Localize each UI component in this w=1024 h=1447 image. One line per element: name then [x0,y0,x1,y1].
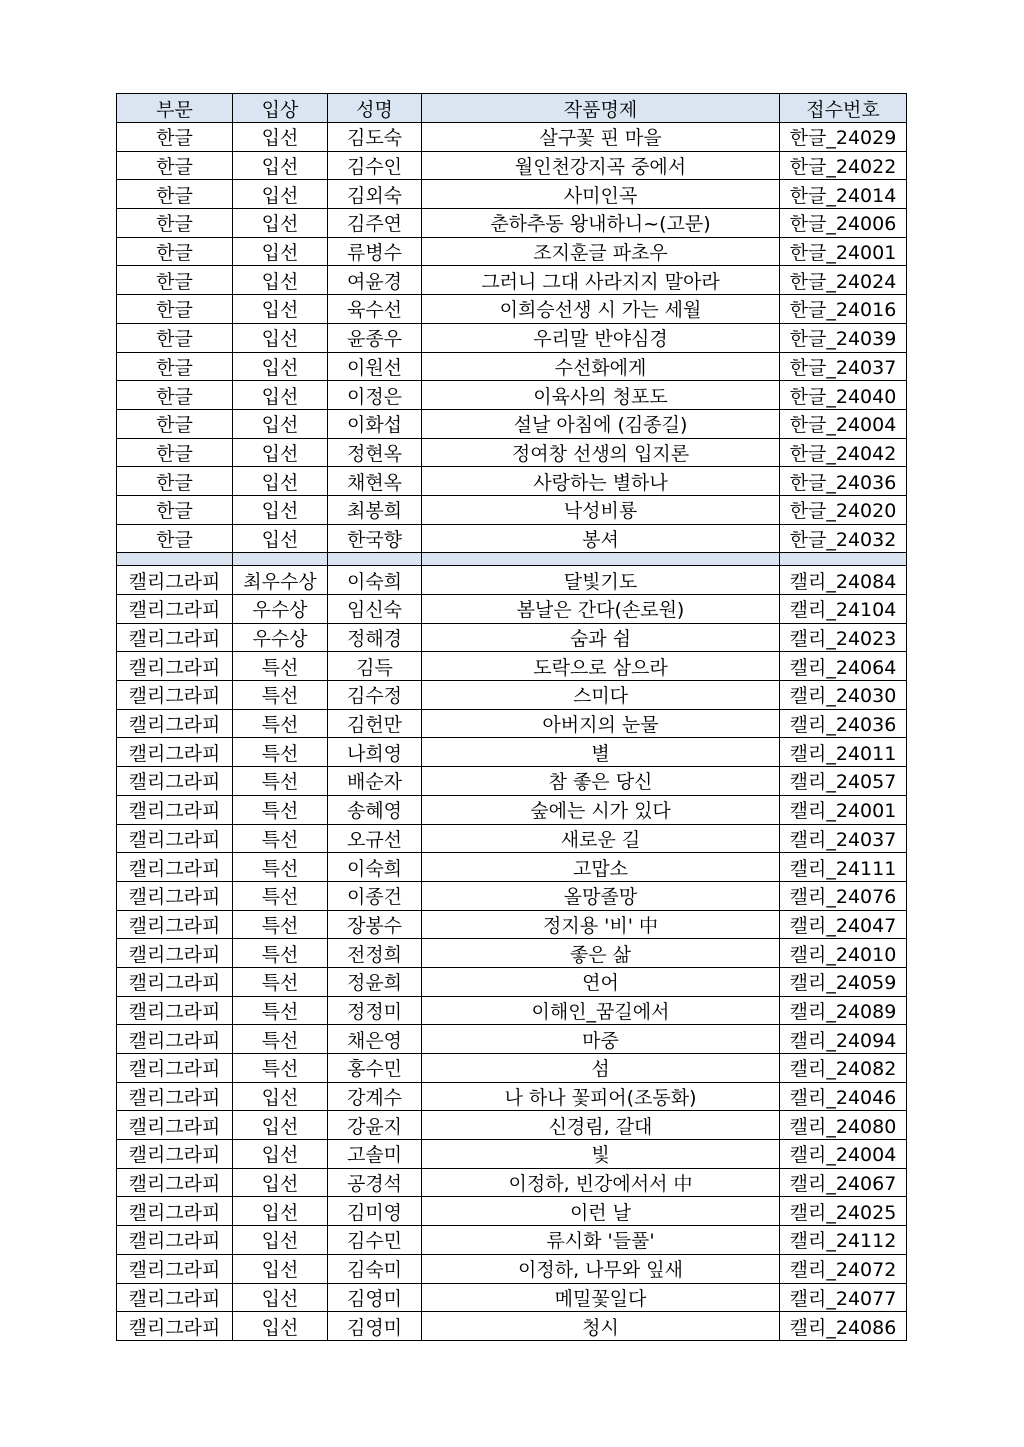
cell-award: 입선 [233,237,328,266]
table-row [117,209,907,238]
table-row [117,151,907,180]
cell-receipt-number: 캘리_24080 [780,1111,907,1140]
cell-award: 입선 [233,409,328,438]
cell-title: 설날 아침에 (김종길) [422,409,780,438]
cell-name: 채은영 [328,1025,422,1054]
cell-award: 입선 [233,123,328,152]
cell-award: 입선 [233,1226,328,1255]
cell-category: 캘리그라피 [117,566,233,595]
cell-title: 고맙소 [422,853,780,882]
cell-category: 캘리그라피 [117,738,233,767]
cell-title: 달빛기도 [422,566,780,595]
cell-category: 한글 [117,295,233,324]
cell-name: 송혜영 [328,795,422,824]
cell-category: 캘리그라피 [117,1140,233,1169]
cell-award: 특선 [233,709,328,738]
cell-category: 한글 [117,266,233,295]
header-award: 입상 [233,94,328,123]
cell-receipt-number: 한글_24024 [780,266,907,295]
table-row [117,524,907,553]
separator-cell [233,553,328,566]
cell-award: 입선 [233,1254,328,1283]
table-row [117,566,907,595]
cell-title: 마중 [422,1025,780,1054]
cell-name: 이원선 [328,352,422,381]
cell-title: 낙성비룡 [422,495,780,524]
cell-name: 육수선 [328,295,422,324]
cell-title: 이런 날 [422,1197,780,1226]
separator-cell [117,553,233,566]
cell-category: 캘리그라피 [117,795,233,824]
cell-name: 김도숙 [328,123,422,152]
table-row [117,939,907,968]
cell-category: 캘리그라피 [117,1082,233,1111]
cell-category: 캘리그라피 [117,853,233,882]
table-row [117,438,907,467]
cell-award: 특선 [233,652,328,681]
cell-receipt-number: 한글_24006 [780,209,907,238]
cell-name: 여윤경 [328,266,422,295]
cell-receipt-number: 한글_24004 [780,409,907,438]
cell-award: 입선 [233,438,328,467]
cell-receipt-number: 캘리_24057 [780,767,907,796]
cell-award: 입선 [233,1312,328,1341]
cell-category: 한글 [117,352,233,381]
cell-receipt-number: 한글_24001 [780,237,907,266]
cell-name: 정윤희 [328,967,422,996]
cell-title: 이해인_꿈길에서 [422,996,780,1025]
cell-title: 올망졸망 [422,881,780,910]
cell-receipt-number: 한글_24037 [780,352,907,381]
cell-category: 캘리그라피 [117,1168,233,1197]
table-row [117,123,907,152]
table-row [117,467,907,496]
cell-award: 입선 [233,180,328,209]
header-title: 작품명제 [422,94,780,123]
table-row [117,1082,907,1111]
cell-name: 류병수 [328,237,422,266]
cell-title: 조지훈글 파초우 [422,237,780,266]
cell-name: 나희영 [328,738,422,767]
cell-receipt-number: 캘리_24025 [780,1197,907,1226]
cell-title: 이정하, 나무와 잎새 [422,1254,780,1283]
cell-name: 김숙미 [328,1254,422,1283]
cell-receipt-number: 한글_24039 [780,323,907,352]
cell-title: 아버지의 눈물 [422,709,780,738]
cell-award: 입선 [233,352,328,381]
cell-title: 좋은 삶 [422,939,780,968]
cell-award: 특선 [233,910,328,939]
cell-category: 캘리그라피 [117,652,233,681]
cell-name: 이숙희 [328,853,422,882]
cell-category: 캘리그라피 [117,1226,233,1255]
cell-name: 오규선 [328,824,422,853]
cell-title: 빛 [422,1140,780,1169]
cell-name: 윤종우 [328,323,422,352]
table-row [117,409,907,438]
cell-award: 특선 [233,939,328,968]
cell-category: 한글 [117,438,233,467]
cell-category: 캘리그라피 [117,1025,233,1054]
table-row [117,709,907,738]
cell-title: 연어 [422,967,780,996]
cell-category: 한글 [117,495,233,524]
table-row [117,1025,907,1054]
separator-cell [328,553,422,566]
cell-category: 캘리그라피 [117,910,233,939]
cell-receipt-number: 캘리_24037 [780,824,907,853]
cell-title: 도락으로 삼으라 [422,652,780,681]
cell-title: 사랑하는 별하나 [422,467,780,496]
cell-award: 입선 [233,1111,328,1140]
cell-receipt-number: 캘리_24089 [780,996,907,1025]
cell-title: 메밀꽃일다 [422,1283,780,1312]
cell-award: 입선 [233,524,328,553]
cell-category: 캘리그라피 [117,1197,233,1226]
table-row [117,1054,907,1083]
cell-title: 참 좋은 당신 [422,767,780,796]
cell-category: 한글 [117,180,233,209]
cell-award: 입선 [233,1283,328,1312]
table-row [117,681,907,710]
cell-award: 입선 [233,381,328,410]
table-row [117,323,907,352]
cell-title: 나 하나 꽃피어(조동화) [422,1082,780,1111]
cell-award: 특선 [233,1054,328,1083]
table-row [117,266,907,295]
cell-award: 특선 [233,767,328,796]
cell-category: 캘리그라피 [117,996,233,1025]
table-row [117,495,907,524]
table-row [117,1312,907,1341]
cell-category: 한글 [117,123,233,152]
cell-receipt-number: 캘리_24023 [780,623,907,652]
cell-name: 이숙희 [328,566,422,595]
cell-name: 정정미 [328,996,422,1025]
cell-category: 캘리그라피 [117,1283,233,1312]
cell-category: 캘리그라피 [117,1111,233,1140]
cell-category: 한글 [117,209,233,238]
cell-category: 캘리그라피 [117,595,233,624]
cell-receipt-number: 캘리_24064 [780,652,907,681]
cell-receipt-number: 한글_24014 [780,180,907,209]
cell-name: 김주연 [328,209,422,238]
table-row [117,996,907,1025]
cell-receipt-number: 캘리_24077 [780,1283,907,1312]
cell-award: 특선 [233,824,328,853]
cell-award: 최우수상 [233,566,328,595]
cell-award: 특선 [233,681,328,710]
cell-name: 김영미 [328,1312,422,1341]
cell-category: 캘리그라피 [117,881,233,910]
table-row [117,352,907,381]
table-row [117,795,907,824]
cell-title: 청시 [422,1312,780,1341]
cell-award: 특선 [233,738,328,767]
cell-receipt-number: 캘리_24084 [780,566,907,595]
table-body [117,123,907,1341]
cell-award: 입선 [233,1082,328,1111]
table-header-row [117,94,907,123]
cell-name: 김미영 [328,1197,422,1226]
cell-award: 입선 [233,1140,328,1169]
cell-name: 이정은 [328,381,422,410]
cell-category: 한글 [117,409,233,438]
cell-title: 사미인곡 [422,180,780,209]
table-row [117,1140,907,1169]
table-row [117,595,907,624]
cell-category: 캘리그라피 [117,939,233,968]
results-table [116,93,907,1341]
cell-name: 김수인 [328,151,422,180]
cell-title: 월인천강지곡 중에서 [422,151,780,180]
cell-receipt-number: 한글_24020 [780,495,907,524]
cell-title: 숨과 쉼 [422,623,780,652]
cell-receipt-number: 캘리_24030 [780,681,907,710]
table-row [117,1197,907,1226]
cell-name: 김수민 [328,1226,422,1255]
cell-award: 입선 [233,1168,328,1197]
cell-receipt-number: 한글_24029 [780,123,907,152]
cell-category: 캘리그라피 [117,1312,233,1341]
cell-title: 정여창 선생의 입지론 [422,438,780,467]
cell-title: 수선화에게 [422,352,780,381]
cell-receipt-number: 캘리_24010 [780,939,907,968]
cell-title: 봉셔 [422,524,780,553]
cell-name: 정현옥 [328,438,422,467]
cell-award: 입선 [233,209,328,238]
cell-category: 캘리그라피 [117,681,233,710]
cell-category: 한글 [117,524,233,553]
cell-award: 특선 [233,881,328,910]
cell-category: 캘리그라피 [117,967,233,996]
cell-title: 새로운 길 [422,824,780,853]
cell-category: 캘리그라피 [117,1054,233,1083]
header-receipt-number: 접수번호 [780,94,907,123]
cell-category: 캘리그라피 [117,623,233,652]
cell-receipt-number: 캘리_24086 [780,1312,907,1341]
cell-title: 그러니 그대 사라지지 말아라 [422,266,780,295]
cell-category: 한글 [117,323,233,352]
cell-award: 입선 [233,495,328,524]
cell-award: 특선 [233,967,328,996]
cell-name: 이종건 [328,881,422,910]
cell-award: 특선 [233,996,328,1025]
table-row [117,910,907,939]
cell-award: 입선 [233,151,328,180]
cell-receipt-number: 캘리_24111 [780,853,907,882]
group-separator-row [117,553,907,566]
cell-title: 우리말 반야심경 [422,323,780,352]
cell-category: 캘리그라피 [117,767,233,796]
cell-title: 이정하, 빈강에서서 中 [422,1168,780,1197]
cell-name: 장봉수 [328,910,422,939]
cell-title: 이육사의 청포도 [422,381,780,410]
cell-name: 공경석 [328,1168,422,1197]
cell-receipt-number: 캘리_24112 [780,1226,907,1255]
cell-title: 별 [422,738,780,767]
cell-name: 김영미 [328,1283,422,1312]
cell-category: 한글 [117,151,233,180]
cell-title: 정지용 '비' 中 [422,910,780,939]
cell-receipt-number: 한글_24016 [780,295,907,324]
cell-name: 김외숙 [328,180,422,209]
cell-receipt-number: 캘리_24104 [780,595,907,624]
cell-receipt-number: 한글_24022 [780,151,907,180]
cell-name: 김헌만 [328,709,422,738]
cell-name: 김수정 [328,681,422,710]
cell-name: 최봉희 [328,495,422,524]
cell-category: 한글 [117,237,233,266]
cell-name: 한국향 [328,524,422,553]
cell-title: 신경림, 갈대 [422,1111,780,1140]
cell-receipt-number: 캘리_24001 [780,795,907,824]
cell-category: 한글 [117,381,233,410]
cell-receipt-number: 캘리_24046 [780,1082,907,1111]
table-row [117,1168,907,1197]
cell-award: 특선 [233,853,328,882]
cell-receipt-number: 한글_24036 [780,467,907,496]
table-row [117,381,907,410]
cell-category: 캘리그라피 [117,709,233,738]
cell-title: 살구꽃 핀 마을 [422,123,780,152]
table-row [117,623,907,652]
cell-award: 입선 [233,1197,328,1226]
cell-receipt-number: 캘리_24036 [780,709,907,738]
table-row [117,853,907,882]
cell-receipt-number: 한글_24040 [780,381,907,410]
table-row [117,881,907,910]
cell-category: 한글 [117,467,233,496]
table-row [117,1226,907,1255]
cell-title: 류시화 '들풀' [422,1226,780,1255]
cell-name: 홍수민 [328,1054,422,1083]
cell-receipt-number: 캘리_24059 [780,967,907,996]
table-row [117,295,907,324]
cell-award: 우수상 [233,595,328,624]
cell-award: 우수상 [233,623,328,652]
cell-receipt-number: 캘리_24072 [780,1254,907,1283]
cell-award: 입선 [233,467,328,496]
table-row [117,652,907,681]
table-row [117,767,907,796]
cell-receipt-number: 캘리_24094 [780,1025,907,1054]
cell-receipt-number: 캘리_24011 [780,738,907,767]
cell-name: 고솔미 [328,1140,422,1169]
separator-cell [780,553,907,566]
cell-name: 김득 [328,652,422,681]
cell-receipt-number: 캘리_24076 [780,881,907,910]
header-category: 부문 [117,94,233,123]
cell-receipt-number: 캘리_24004 [780,1140,907,1169]
header-name: 성명 [328,94,422,123]
table-row [117,237,907,266]
cell-title: 춘하추동 왕내하니~(고문) [422,209,780,238]
cell-award: 특선 [233,795,328,824]
cell-award: 입선 [233,323,328,352]
cell-category: 캘리그라피 [117,824,233,853]
table-row [117,967,907,996]
table-row [117,180,907,209]
cell-title: 이희승선생 시 가는 세월 [422,295,780,324]
table-row [117,1283,907,1312]
cell-title: 숲에는 시가 있다 [422,795,780,824]
cell-name: 강계수 [328,1082,422,1111]
cell-award: 입선 [233,266,328,295]
cell-title: 봄날은 간다(손로원) [422,595,780,624]
cell-receipt-number: 캘리_24067 [780,1168,907,1197]
table-row [117,1254,907,1283]
table-row [117,824,907,853]
cell-title: 스미다 [422,681,780,710]
cell-name: 임신숙 [328,595,422,624]
cell-receipt-number: 캘리_24047 [780,910,907,939]
cell-award: 특선 [233,1025,328,1054]
cell-name: 채현옥 [328,467,422,496]
cell-name: 강윤지 [328,1111,422,1140]
separator-cell [422,553,780,566]
cell-category: 캘리그라피 [117,1254,233,1283]
table-row [117,1111,907,1140]
cell-name: 전정희 [328,939,422,968]
cell-receipt-number: 한글_24042 [780,438,907,467]
cell-title: 섬 [422,1054,780,1083]
cell-name: 정해경 [328,623,422,652]
cell-receipt-number: 캘리_24082 [780,1054,907,1083]
cell-name: 이화섭 [328,409,422,438]
cell-receipt-number: 한글_24032 [780,524,907,553]
cell-name: 배순자 [328,767,422,796]
cell-award: 입선 [233,295,328,324]
table-row [117,738,907,767]
